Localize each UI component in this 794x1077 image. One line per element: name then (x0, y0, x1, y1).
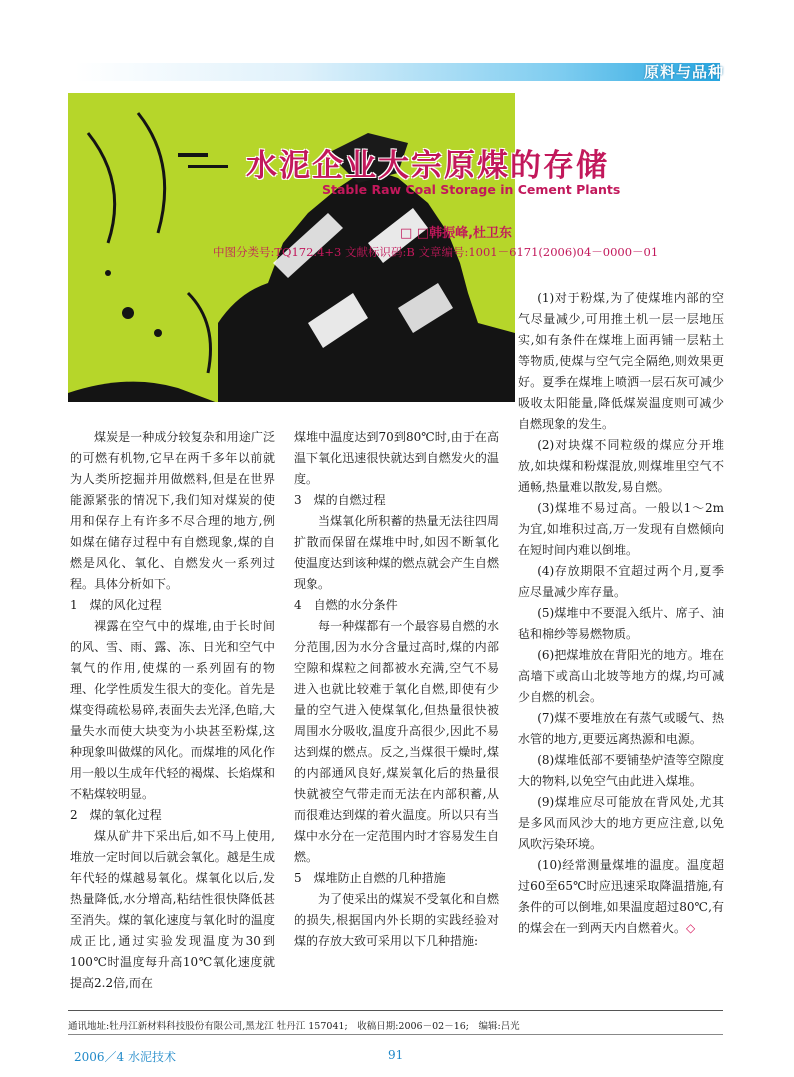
paragraph: 煤堆中温度达到70到80℃时,由于在高温下氧化迅速很快就达到自燃发火的温度。 (294, 430, 499, 486)
paragraph-text: (10)经常测量煤堆的温度。温度超过60至65℃时应迅速采取降温措施,有条件的可以倒堆,如果温度超过80℃,有的煤会在一到两天内自燃着火。 (518, 858, 724, 935)
paragraph: 煤炭是一种成分较复杂和用途广泛的可燃有机物,它早在两千多年以前就为人类所挖掘并用做燃料,但是在世界能源紧张的情况下,我们知对煤炭的使用和保存上有许多不尽合理的地方,例如煤在储存过程中有自燃现象,煤的自燃是风化、氧化、自燃发火一系列过程。具体分析如下。 (70, 430, 275, 591)
paragraph: 为了使采出的煤炭不受氧化和自燃的损失,根据国内外长期的实践经验对煤的存放大致可采用以下几种措施: (294, 892, 499, 948)
footer-divider (68, 1034, 723, 1035)
paragraph (518, 855, 724, 939)
page-number: 91 (388, 1048, 404, 1062)
section-heading: 5 煤堆防止自燃的几种措施 (294, 871, 446, 885)
column-2 (294, 427, 499, 952)
paragraph: (8)煤堆低部不要铺垫炉渣等空隙度大的物料,以免空气由此进入煤堆。 (518, 753, 724, 788)
article-meta: 中图分类号:TQ172.4+3 文献标识码:B 文章编号:1001－6171(2006)04－0000－01 (213, 245, 659, 259)
column-3 (518, 288, 724, 939)
paragraph: (9)煤堆应尽可能放在背风处,尤其是多风而风沙大的地方更应注意,以免风吹污染环境。 (518, 795, 724, 851)
paragraph: (7)煤不要堆放在有蒸气或暖气、热水管的地方,更要远离热源和电源。 (518, 711, 724, 746)
section-heading: 3 煤的自燃过程 (294, 493, 386, 507)
footer-info: 通讯地址:牡丹江新材料科技股份有限公司,黑龙江 牡丹江 157041; 收稿日期:2006－02－16; 编辑:吕光 (68, 1021, 520, 1032)
paragraph: (3)煤堆不易过高。一般以1～2m为宜,如堆积过高,万一发现有自燃倾向在短时间内难以倒堆。 (518, 501, 724, 557)
paragraph: (6)把煤堆放在背阳光的地方。堆在高墙下或高山北坡等地方的煤,均可减少自燃的机会。 (518, 648, 724, 704)
article-subtitle: Stable Raw Coal Storage in Cement Plants (322, 182, 621, 197)
footer-divider (68, 1010, 723, 1011)
paragraph: (1)对于粉煤,为了使煤堆内部的空气尽量减少,可用推土机一层一层地压实,如有条件在煤堆上面再铺一层粘土等物质,使煤与空气完全隔绝,则效果更好。夏季在煤堆上喷洒一层石灰可减少吸收太阳能量,降低煤炭温度则可减少自燃现象的发生。 (518, 291, 724, 431)
end-mark-icon: ◇ (686, 921, 696, 935)
section-heading: 1 煤的风化过程 (70, 598, 162, 612)
section-heading: 2 煤的氧化过程 (70, 808, 162, 822)
header-bar (75, 63, 720, 81)
article-authors: □ □韩振峰,杜卫东 (400, 226, 513, 241)
paragraph: (4)存放期限不宜超过两个月,夏季应尽量减少库存量。 (518, 564, 724, 599)
paragraph: 每一种煤都有一个最容易自燃的水分范围,因为水分含量过高时,煤的内部空隙和煤粒之间都被水充满,空气不易进入也就比较难于氧化自燃,即使有少量的空气进入使煤氧化,但热量很快被周围水分吸收,温度升高很少,因此不易达到煤的燃点。反之,当煤很干燥时,煤的内部通风良好,煤炭氧化后的热量很快就被空气带走而无法在内部积蓄,从而很难达到煤的着火温度。所以只有当煤中水分在一定范围内时才容易发生自燃。 (294, 619, 499, 864)
issue-label: 2006／4 水泥技术 (74, 1050, 176, 1064)
paragraph: (5)煤堆中不要混入纸片、席子、油毡和棉纱等易燃物质。 (518, 606, 724, 641)
paragraph: 裸露在空气中的煤堆,由于长时间的风、雪、雨、露、冻、日光和空气中氧气的作用,使煤的一系列固有的物理、化学性质发生很大的变化。首先是煤变得疏松易碎,表面失去光泽,色暗,大量失水而使大块变为小块甚至粉煤,这种现象叫做煤的风化。而煤堆的风化作用一般以生成年代轻的褐煤、长焰煤和不粘煤较明显。 (70, 619, 275, 801)
paragraph: (2)对块煤不同粒级的煤应分开堆放,如块煤和粉煤混放,则煤堆里空气不通畅,热量难以散发,易自燃。 (518, 438, 724, 494)
section-label: 原料与品种 (643, 63, 724, 81)
paragraph: 煤从矿井下采出后,如不马上使用,堆放一定时间以后就会氧化。越是生成年代轻的煤越易氧化。煤氧化以后,发热量降低,水分增高,粘结性很快降低甚至消失。煤的氧化速度与氧化时的温度成正比,通过实验发现温度为30到100℃时温度每升高10℃氧化速度就提高2.2倍,而在 (70, 829, 275, 990)
section-heading: 4 自燃的水分条件 (294, 598, 398, 612)
article-title: 水泥企业大宗原煤的存储 (246, 148, 609, 184)
paragraph: 当煤氧化所积蓄的热量无法往四周扩散而保留在煤堆中时,如因不断氧化使温度达到该种煤的燃点就会产生自燃现象。 (294, 514, 499, 591)
column-1 (70, 427, 275, 994)
